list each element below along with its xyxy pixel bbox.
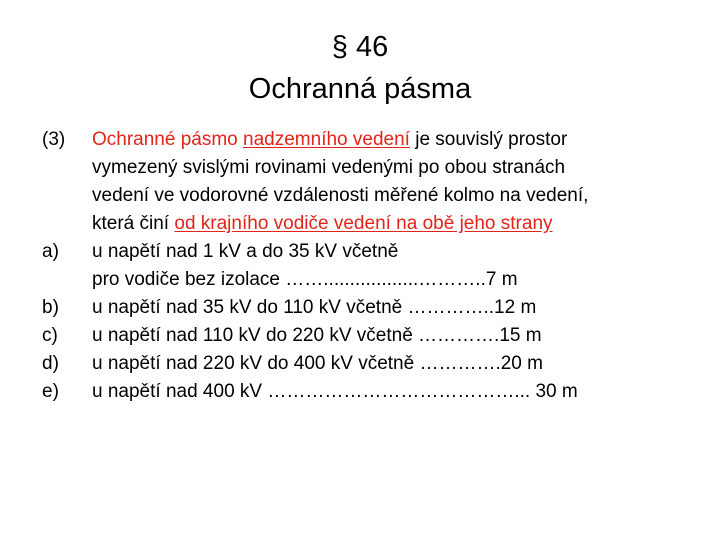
list-item-c xyxy=(42,322,682,350)
list-marker: e) xyxy=(42,381,59,402)
slide-body xyxy=(42,126,682,406)
paragraph-line4-red: od krajního vodiče vedení na obě jeho strany xyxy=(174,213,553,234)
list-item-text: pro vodiče bez izolace ……..................………..7 m xyxy=(92,269,518,290)
paragraph-line-3 xyxy=(42,182,682,210)
list-marker: d) xyxy=(42,353,59,374)
list-item-d xyxy=(42,350,682,378)
list-item-text: u napětí nad 35 kV do 110 kV včetně …………..12 m xyxy=(92,297,537,318)
list-item-text: u napětí nad 400 kV …………………………………... 30 m xyxy=(92,381,578,402)
paragraph-line1-rest: je souvislý prostor xyxy=(409,129,568,150)
paragraph-line-4 xyxy=(42,210,682,238)
list-item-e xyxy=(42,378,682,406)
paragraph-line-1 xyxy=(42,126,682,154)
list-item-text: u napětí nad 110 kV do 220 kV včetně ………….15 m xyxy=(92,325,542,346)
list-item-a-continuation xyxy=(42,266,682,294)
list-marker: b) xyxy=(42,297,59,318)
list-item-text: u napětí nad 220 kV do 400 kV včetně ………….20 m xyxy=(92,353,543,374)
paragraph-line3-text: vedení ve vodorovné vzdálenosti měřené kolmo na vedení, xyxy=(92,185,589,206)
list-item-b xyxy=(42,294,682,322)
slide-title xyxy=(0,26,720,110)
list-marker: a) xyxy=(42,241,59,262)
list-marker: c) xyxy=(42,325,58,346)
paragraph-number: (3) xyxy=(42,129,66,150)
list-item-text: u napětí nad 1 kV a do 35 kV včetně xyxy=(92,241,399,262)
paragraph-line4-prefix: která činí xyxy=(92,213,175,234)
paragraph-term: Ochranné pásmo xyxy=(92,129,238,150)
title-heading: Ochranná pásma xyxy=(248,73,472,105)
title-section-number: § 46 xyxy=(331,31,389,63)
paragraph-line2-text: vymezený svislými rovinami vedenými po obou stranách xyxy=(92,157,566,178)
paragraph-line-2 xyxy=(42,154,682,182)
paragraph-term-underlined: nadzemního vedení xyxy=(243,129,410,150)
list-item-a xyxy=(42,238,682,266)
